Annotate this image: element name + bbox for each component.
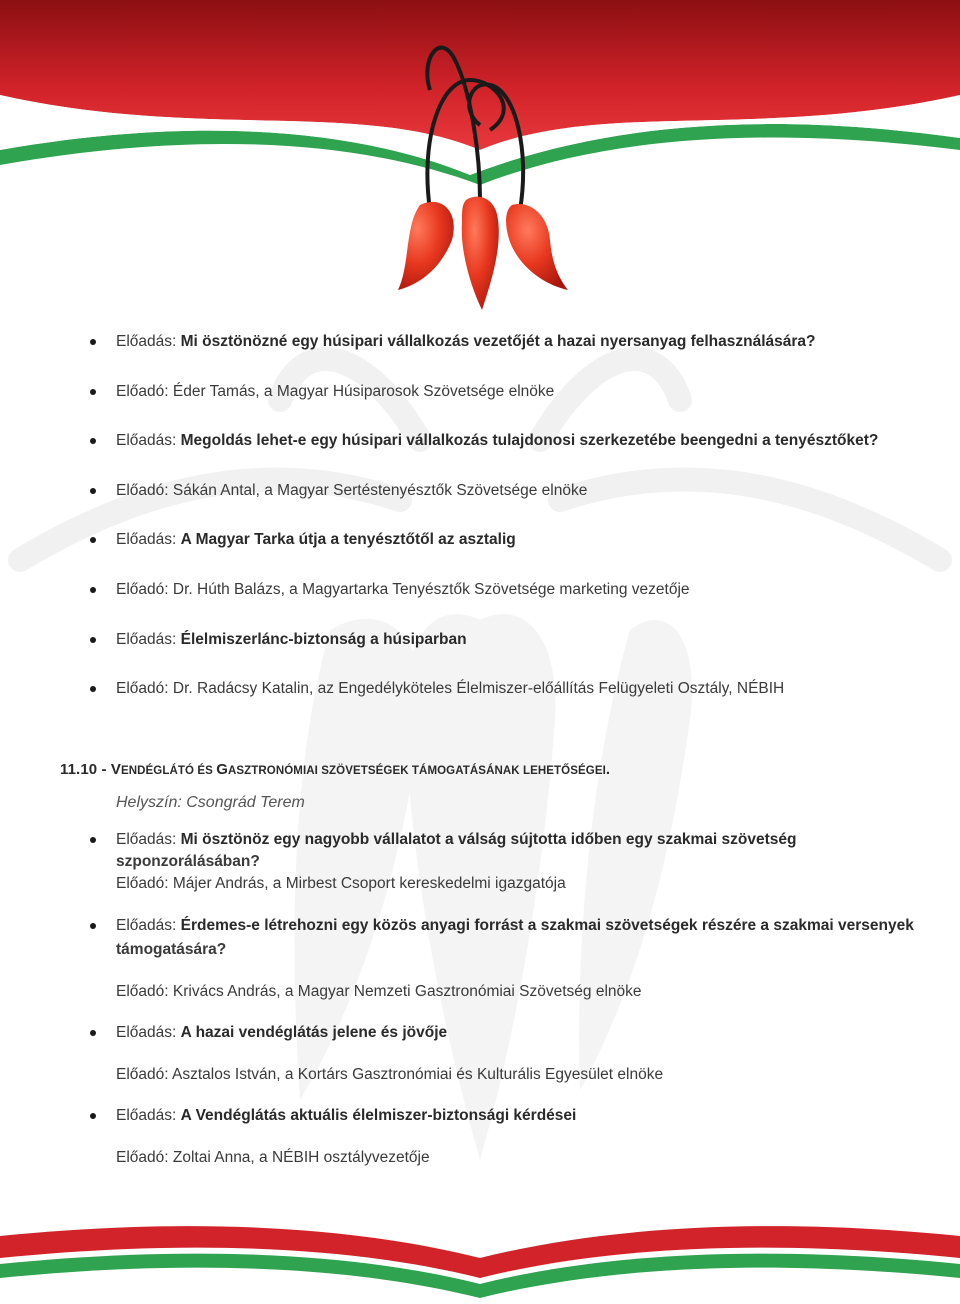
lecture-title: Mi ösztönöz egy nagyobb vállalatot a válság sújtotta időben egy szakmai szövetség [180,831,797,848]
lecture-title: Élelmiszerlánc-biztonság a húsiparban [180,630,467,648]
speaker-line: Előadó: Zoltai Anna, a NÉBIH osztályvezetője [116,1149,430,1166]
lecture-list-2 [0,829,960,851]
speaker-name: Éder Tamás, a Magyar Húsiparosok Szövetsége elnöke [172,382,555,400]
speaker-line: Előadó: Krivács András, a Magyar Nemzeti Gasztronómiai Szövetség elnöke [116,983,642,1000]
heading-rest: ASZTRONÓMIAI SZÖVETSÉGEK TÁMOGATÁSÁNAK LEHETŐSÉGEI [227,765,606,777]
bullet-icon [90,1113,96,1119]
lecture-title: A Vendéglátás aktuális élelmiszer-biztonsági kérdései [180,1107,577,1124]
speaker-name: Dr. Radácsy Katalin, az Engedélyköteles Élelmiszer-előállítás Felügyeleti Osztály, NÉBIH [172,680,785,698]
list-item [0,331,960,381]
bullet-icon [90,537,96,543]
speaker-name: Dr. Húth Balázs, a Magyartarka Tenyésztők Szövetsége marketing vezetője [172,580,690,598]
lecture-title: Megoldás lehet-e egy húsipari vállalkozás tulajdonosi szerkezetébe beengedni a tenyésztőket? [180,432,879,450]
item-label: Előadás: [116,831,181,848]
item-label: Előadás: [116,1107,181,1124]
section-heading [60,761,920,778]
section-time: 11.10 - [60,761,111,778]
item-label: Előadás: [116,630,181,648]
lecture-list-3 [0,915,960,937]
location-label: Helyszín: Csongrád Terem [116,794,305,811]
lecture-title: A hazai vendéglátás jelene és jövője [180,1024,448,1041]
list-item [0,829,960,851]
list-item [0,480,960,530]
bullet-icon [90,1030,96,1036]
item-label: Előadó: [116,580,173,598]
speaker-line: Előadó: Asztalos István, a Kortárs Gasztronómiai és Kulturális Egyesület elnöke [116,1066,664,1083]
list-item [0,430,960,480]
item-label: Előadás: [116,531,181,549]
lecture-title: A Magyar Tarka útja a tenyésztőtől az asztalig [180,531,516,549]
heading-cap: G [216,761,228,778]
bullet-icon [90,686,96,692]
footer-banner [0,1218,960,1304]
item-label: Előadás: [116,333,181,350]
list-item [0,579,960,629]
bullet-icon [90,339,96,345]
item-label: Előadó: [116,481,173,499]
list-item [0,915,960,937]
bullet-icon [90,637,96,643]
heading-cap: V [110,761,121,778]
item-label: Előadás: [116,432,181,450]
lecture-list [0,331,960,728]
lecture-list-5 [0,1105,960,1127]
list-item [0,1105,960,1127]
item-label: Előadás: [116,1024,181,1041]
list-item [0,678,960,728]
speaker-line: Előadó: Májer András, a Mirbest Csoport kereskedelmi igazgatója [116,875,566,892]
heading-end: . [605,761,611,778]
list-item [0,529,960,579]
bullet-icon [90,587,96,593]
item-label: Előadás: [116,917,181,934]
list-item [0,381,960,431]
speaker-name: Sákán Antal, a Magyar Sertéstenyésztők Szövetsége elnöke [172,481,588,499]
item-label: Előadó: [116,680,173,698]
item-label: Előadó: [116,382,173,400]
lecture-list-4 [0,1022,960,1044]
list-item [0,629,960,679]
list-item [0,1022,960,1044]
lecture-title-cont: támogatására? [116,941,227,958]
bullet-icon [90,923,96,929]
bullet-icon [90,438,96,444]
lecture-title: Érdemes-e létrehozni egy közös anyagi forrást a szakmai szövetségek részére a szakmai versenyek [180,917,914,934]
lecture-title-cont: szponzorálásában? [116,853,260,870]
heading-rest: ENDÉGLÁTÓ ÉS [120,765,217,777]
header-banner [0,0,960,320]
lecture-title: Mi ösztönözné egy húsipari vállalkozás vezetőjét a hazai nyersanyag felhasználására? [180,333,816,350]
bullet-icon [90,488,96,494]
bullet-icon [90,837,96,843]
bullet-icon [90,389,96,395]
